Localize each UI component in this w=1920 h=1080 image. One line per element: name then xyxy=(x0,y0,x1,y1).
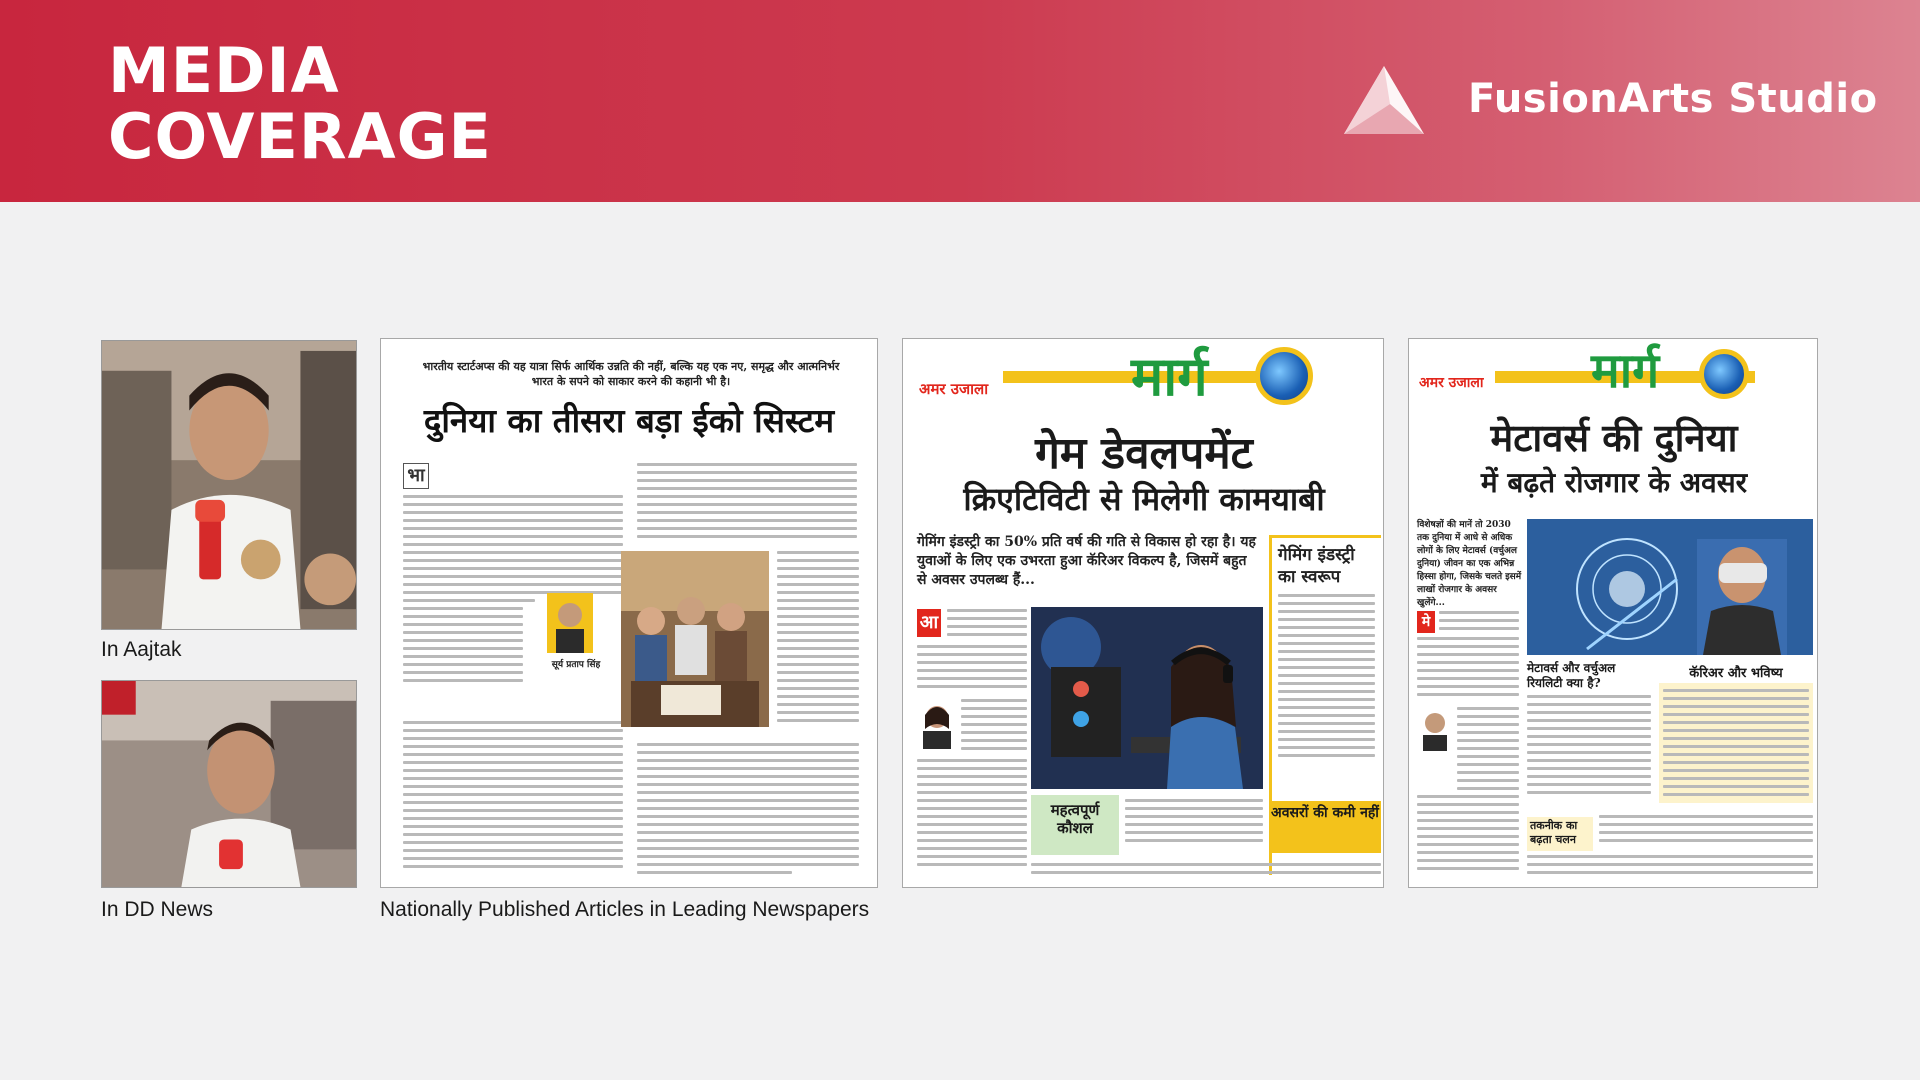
article-body-column-1c xyxy=(1417,795,1519,875)
articles-caption: Nationally Published Articles in Leading Newspapers xyxy=(380,898,870,921)
publisher-logo: अमर उजाला xyxy=(919,380,989,398)
subheading-career-future: कॅरिअर और भविष्य xyxy=(1689,666,1783,681)
section-title: मार्ग xyxy=(1131,344,1208,408)
subheading-tech-trend xyxy=(1527,817,1593,851)
author-photo xyxy=(917,699,957,749)
side-panel-title: गेमिंग इंडस्ट्री का स्वरूप xyxy=(1278,545,1355,587)
article-body-column-1 xyxy=(917,645,1027,693)
article-headline: दुनिया का तीसरा बड़ा ईको सिस्टम xyxy=(423,401,835,440)
subheading-tech-trend-label: तकनीक का बढ़ता चलन xyxy=(1530,819,1578,846)
article-body-column-1 xyxy=(403,495,623,607)
article-team-photo xyxy=(621,551,769,727)
skills-box-label: महत्वपूर्ण कौशल xyxy=(1050,801,1100,837)
article-body-column-2 xyxy=(1527,695,1651,799)
article-body-column-3 xyxy=(777,551,859,727)
skills-box xyxy=(1031,795,1119,855)
headline-line-2: क्रिएटिविटी से मिलेगी कामयाबी xyxy=(963,480,1325,518)
brand-logo-icon xyxy=(1342,64,1426,136)
vr-photo xyxy=(1527,519,1813,655)
article-body-column-1c xyxy=(403,721,623,873)
author-photo xyxy=(547,593,593,653)
article-intro: विशेषज्ञों की मानें तो 2030 तक दुनिया में आधे से अधिक लोगों के लिए मेटावर्स (वर्चुअल दुनिया) जीवन का एक अभिन्न हिस्सा होगा, जिसके चलते इसमें लाखों रोजगार के अवसर खुलेंगे... xyxy=(1417,520,1522,608)
article-body-column-1a xyxy=(1417,637,1519,701)
article-intro: गेमिंग इंडस्ट्री का 50% प्रति वर्ष की गति से विकास हो रहा है। यह युवाओं के लिए एक उभरता हुआ कॅरिअर विकल्प है, जिसमें बहुत से अवसर उपलब्ध हैं... xyxy=(917,534,1256,588)
article-body-column-1a xyxy=(947,609,1027,641)
article-body-column-2 xyxy=(637,463,857,543)
article-body-footer xyxy=(1527,855,1813,879)
section-title: मार्ग xyxy=(1591,343,1660,399)
article-kicker: भारतीय स्टार्टअप्स की यह यात्रा सिर्फ आर्थिक उन्नति की नहीं, बल्कि यह एक नए, समृद्ध और आत्मनिर्भर भारत के सपने को साकार करने की कहानी भी है। xyxy=(422,360,840,388)
globe-icon xyxy=(1699,349,1749,399)
headline-line-1: मेटावर्स की दुनिया xyxy=(1490,415,1738,460)
opportunities-box xyxy=(1269,801,1381,853)
article-footer-text xyxy=(1031,863,1381,879)
publisher-logo: अमर उजाला xyxy=(1419,375,1484,391)
aajtak-interview-photo xyxy=(101,340,357,630)
title-line-1: MEDIA xyxy=(108,34,340,107)
ddnews-caption: In DD News xyxy=(101,898,214,921)
header-banner xyxy=(0,0,1920,202)
page-title xyxy=(108,34,492,173)
gamer-photo xyxy=(1031,607,1263,789)
headline-line-2: में बढ़ते रोजगार के अवसर xyxy=(1480,466,1748,499)
aajtak-caption: In Aajtak xyxy=(101,638,182,661)
newspaper-article-game-development xyxy=(902,338,1384,888)
author-name: सूर्य प्रताप सिंह xyxy=(551,660,601,670)
drop-cap: आ xyxy=(917,609,941,637)
article-body-column-3 xyxy=(1663,689,1809,801)
newspaper-article-startup-ecosystem xyxy=(380,338,878,888)
article-body-column-1b xyxy=(1457,707,1519,795)
subheading-metaverse-vr: मेटावर्स और वर्चुअल रियलिटी क्या है? xyxy=(1527,661,1616,690)
article-body-column-1b xyxy=(403,607,523,687)
headline-line-1: गेम डेवलपमेंट xyxy=(1035,428,1253,479)
drop-cap: भा xyxy=(403,463,429,489)
article-body-column-4 xyxy=(1599,815,1813,847)
newspaper-article-metaverse xyxy=(1408,338,1818,888)
article-body-column-2b xyxy=(637,743,859,879)
article-body-column-1c xyxy=(917,759,1027,871)
brand-name: FusionArts Studio xyxy=(1468,76,1878,122)
globe-icon xyxy=(1255,347,1313,405)
drop-cap: मे xyxy=(1417,611,1435,633)
author-photo xyxy=(1417,707,1453,751)
skills-text xyxy=(1125,799,1263,847)
ddnews-interview-photo xyxy=(101,680,357,888)
title-line-2: COVERAGE xyxy=(108,100,492,173)
article-body-column-1b xyxy=(961,699,1027,755)
opportunities-box-label: अवसरों की कमी नहीं xyxy=(1271,805,1379,821)
article-body-column-1 xyxy=(1439,611,1519,635)
